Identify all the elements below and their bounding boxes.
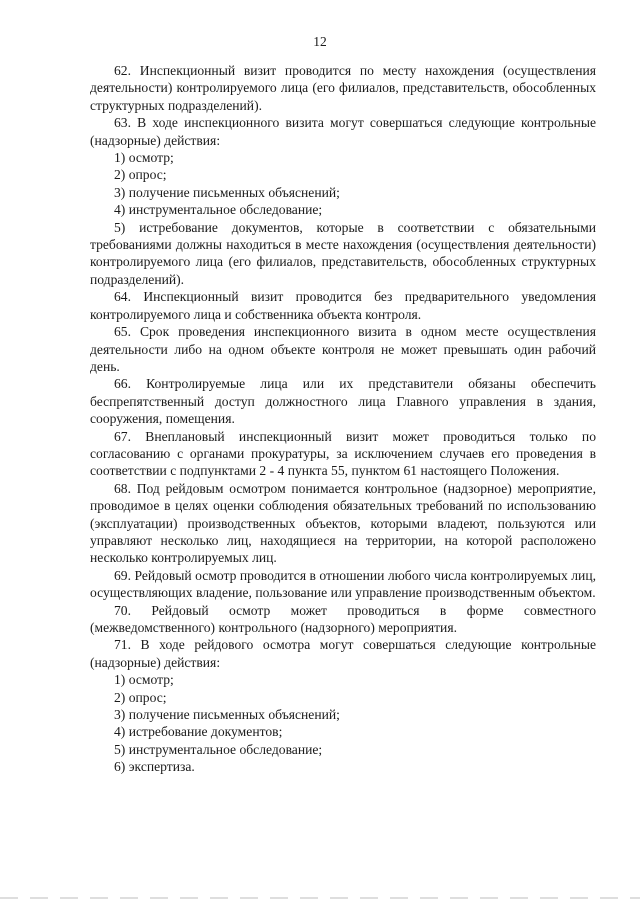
scan-artifact-line (0, 897, 640, 899)
list-item: 5) инструментальное обследование; (114, 741, 323, 757)
list-item: 1) осмотр; (114, 150, 174, 166)
paragraph-67: 67. Внеплановый инспекционный визит может проводиться только по согласованию с органами прокуратуры, за исключением случаев его проведения в соответствии с подпунктами 2 - 4 пункта 55, пунктом 61 настоящего Положения. (90, 428, 596, 479)
list-item: 4) инструментальное обследование; (114, 202, 323, 218)
list-item: 2) опрос; (114, 167, 167, 183)
paragraph-66: 66. Контролируемые лица или их представители обязаны обеспечить беспрепятственный доступ должностного лица Главного управления в здания, сооружения, помещения. (90, 376, 596, 427)
list-item: 1) осмотр; (114, 672, 174, 688)
paragraph-70: 70. Рейдовый осмотр может проводиться в форме совместного (межведомственного) контрольного (надзорного) мероприятия. (90, 602, 596, 635)
paragraph-71: 71. В ходе рейдового осмотра могут совершаться следующие контрольные (надзорные) действия: (90, 637, 596, 670)
page-number: 12 (313, 34, 327, 49)
paragraph-69: 69. Рейдовый осмотр проводится в отношении любого числа контролируемых лиц, осуществляющих владение, пользование или управление производственным объектом. (90, 567, 596, 601)
list-item: 3) получение письменных объяснений; (114, 707, 340, 723)
list-item: 3) получение письменных объяснений; (114, 184, 340, 200)
list-item: 4) истребование документов; (114, 724, 283, 740)
paragraph-64: 64. Инспекционный визит проводится без предварительного уведомления контролируемого лица и собственника объекта контроля. (90, 289, 596, 322)
list-item: 6) экспертиза. (114, 759, 195, 775)
list-item: 2) опрос; (114, 689, 167, 705)
list-item-long: 5) истребование документов, которые в соответствии с обязательными требованиями должны находиться в месте нахождения (осуществления деятельности) контролируемого лица (его филиалов, представительств, обособленных структурных подразделений). (90, 219, 596, 287)
paragraph-65: 65. Срок проведения инспекционного визита в одном месте осуществления деятельности либо на одном объекте контроля не может превышать один рабочий день. (90, 324, 596, 374)
paragraph-63: 63. В ходе инспекционного визита могут совершаться следующие контрольные (надзорные) действия: (90, 115, 596, 148)
document-body (90, 62, 596, 776)
paragraph-68: 68. Под рейдовым осмотром понимается контрольное (надзорное) мероприятие, проводимое в целях оценки соблюдения обязательных требований по использованию (эксплуатации) производственных объектов, которыми владеют, пользуются или управляют несколько лиц, находящиеся на территории, на которой расположено несколько контролируемых лиц. (90, 480, 596, 566)
paragraph-62: 62. Инспекционный визит проводится по месту нахождения (осуществления деятельности) контролируемого лица (его филиалов, представительств, обособленных структурных подразделений). (90, 63, 596, 113)
